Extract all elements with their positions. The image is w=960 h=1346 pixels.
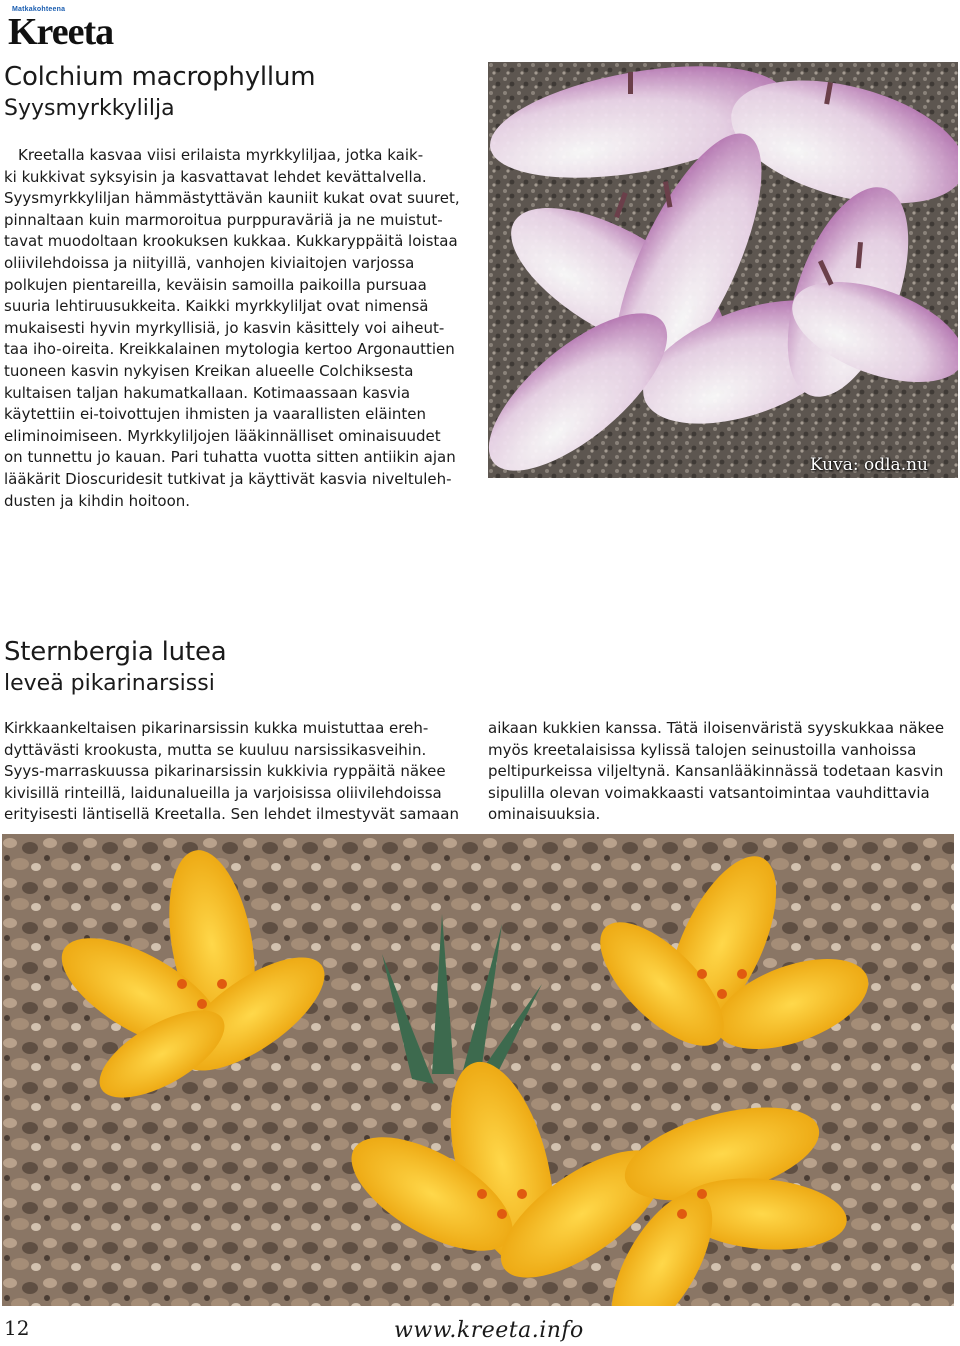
text-line: Kreetalla kasvaa viisi erilaista myrkkyliljaa, jotka kaik-	[18, 146, 424, 164]
section1-body	[4, 145, 474, 512]
colchicum-photo	[488, 62, 958, 478]
section2-column1	[4, 718, 474, 826]
logo-subtitle: Matkakohteena	[12, 6, 66, 13]
text-line: peltipurkeissa viljeltynä. Kansanlääkinnässä todetaan kasvin	[488, 762, 944, 781]
text-line: Syysmyrkkyliljan hämmästyttävän kauniit kukat ovat suuret,	[4, 189, 460, 208]
text-line: erityisesti läntisellä Kreetalla. Sen lehdet ilmestyvät samaan	[4, 805, 459, 824]
footer-url: www.kreeta.info	[394, 1318, 584, 1343]
text-line: tuoneen kasvin nykyisen Kreikan alueelle Colchiksesta	[4, 361, 414, 380]
text-line: Syys-marraskuussa pikarinarsissin kukkivia ryppäitä näkee	[4, 762, 446, 781]
text-line: ominaisuuksia.	[488, 805, 601, 824]
text-line: pinnaltaan kuin marmoroitua purppuraväriä ja ne muistut-	[4, 210, 443, 229]
section1-subtitle: Syysmyrkkylilja	[4, 96, 175, 121]
text-line: mukaisesti hyvin myrkyllisiä, jo kasvin käsittely voi aiheut-	[4, 318, 445, 337]
text-line: sipulilla olevan voimakkaasti vatsantoimintaa vauhdittavia	[488, 783, 930, 802]
text-line: tavat muodoltaan krookuksen kukkaa. Kukkaryppäitä loistaa	[4, 232, 458, 251]
text-line: oliivilehdoissa ja niityillä, vanhojen kiviaitojen varjossa	[4, 253, 415, 272]
text-line: ki kukkivat syksyisin ja kasvattavat lehdet kevättalvella.	[4, 167, 427, 186]
text-line: käytettiin ei-toivottujen ihmisten ja vaarallisten eläinten	[4, 405, 426, 424]
section2-subtitle: leveä pikarinarsissi	[4, 671, 215, 696]
text-line: kivisillä rinteillä, laidunalueilla ja varjoisissa oliivilehdoissa	[4, 783, 442, 802]
text-line: kultaisen taljan hakumatkallaan. Kotimaassaan kasvia	[4, 383, 411, 402]
text-line: suuria lehtiruusukkeita. Kaikki myrkkyliljat ovat nimensä	[4, 297, 429, 316]
text-line: lääkärit Dioscuridesit tutkivat ja käyttivät kasvia niveltuleh-	[4, 469, 452, 488]
text-line: Kirkkaankeltaisen pikarinarsissin kukka muistuttaa ereh-	[4, 719, 429, 737]
text-line: polkujen pientareilla, keväisin samoilla paikoilla pursuaa	[4, 275, 427, 294]
text-line: eliminoimiseen. Myrkkyliljojen lääkinnälliset ominaisuudet	[4, 426, 441, 445]
section2-column2	[488, 718, 958, 826]
section2-title: Sternbergia lutea	[4, 637, 227, 667]
text-line: dusten ja kihdin hoitoon.	[4, 491, 191, 510]
text-line: myös kreetalaisissa kylissä talojen seinustoilla vanhoissa	[488, 740, 917, 759]
sternbergia-photo	[2, 834, 954, 1306]
photo-credit: Kuva: odla.nu	[809, 455, 928, 475]
text-line: dyttävästi krookusta, mutta se kuuluu narsissikasveihin.	[4, 740, 427, 759]
text-line: on tunnettu jo kauan. Pari tuhatta vuotta sitten antiikin ajan	[4, 448, 456, 467]
logo: Kreeta	[8, 11, 114, 53]
page-number: 12	[4, 1316, 30, 1340]
text-line: aikaan kukkien kanssa. Tätä iloisenväristä syyskukkaa näkee	[488, 719, 945, 737]
text-line: taa iho-oireita. Kreikkalainen mytologia kertoo Argonauttien	[4, 340, 455, 359]
section1-title: Colchium macrophyllum	[4, 62, 316, 92]
